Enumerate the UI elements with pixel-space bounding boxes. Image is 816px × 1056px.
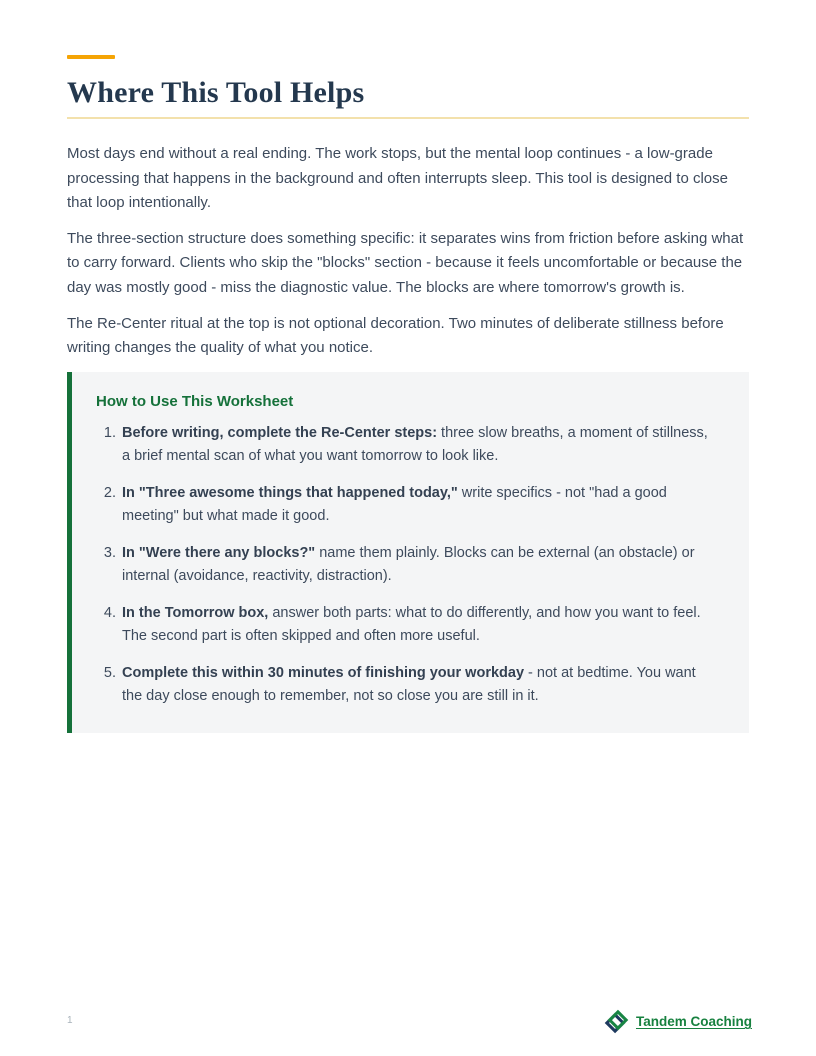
page-content — [0, 55, 816, 733]
title-accent-bar — [67, 55, 115, 59]
step-2-rest: write specifics - not "had a good meeting" but what made it good. — [122, 484, 667, 525]
callout-title: How to Use This Worksheet — [96, 392, 294, 410]
page-title: Where This Tool Helps — [67, 76, 365, 109]
step-4-lead: In the Tomorrow box, — [122, 604, 269, 621]
step-3-rest: name them plainly. Blocks can be external (an obstacle) or internal (avoidance, reactivity, distraction). — [122, 544, 695, 585]
brand-name-label: Tandem Coaching — [635, 1014, 752, 1029]
step-5-lead: Complete this within 30 minutes of finishing your workday — [122, 664, 525, 681]
step-3-lead: In "Were there any blocks?" — [122, 544, 316, 561]
structure-paragraph: The three-section structure does something specific: it separates wins from friction before asking what to carry forward. Clients who skip the "blocks" section - because it feels uncomfortable or because the day was mostly good - miss the diagnostic value. The blocks are where tomorrow's growth is. — [67, 229, 744, 296]
title-underline-rule — [67, 117, 749, 119]
step-item-5 — [120, 662, 719, 709]
step-item-3 — [120, 542, 719, 589]
how-to-callout-box — [67, 372, 749, 733]
step-item-1 — [120, 422, 719, 469]
brand-link[interactable] — [604, 1009, 752, 1034]
step-1-lead: Before writing, complete the Re-Center steps: — [122, 424, 438, 441]
step-item-2 — [120, 482, 719, 529]
step-item-4 — [120, 602, 719, 649]
how-to-steps-list — [96, 422, 719, 709]
step-5-rest: - not at bedtime. You want the day close enough to remember, not so close you are still in it. — [122, 664, 696, 705]
page-number: 1 — [67, 1015, 73, 1026]
step-1-rest: three slow breaths, a moment of stillness, a brief mental scan of what you want tomorrow to look like. — [122, 424, 708, 465]
recenter-paragraph: The Re-Center ritual at the top is not optional decoration. Two minutes of deliberate stillness before writing changes the quality of what you notice. — [67, 314, 724, 357]
step-4-rest: answer both parts: what to do differently, and how you want to feel. The second part is often skipped and often more useful. — [122, 604, 701, 645]
step-2-lead: In "Three awesome things that happened today," — [122, 484, 458, 501]
tandem-logo-icon — [604, 1009, 629, 1034]
intro-paragraph: Most days end without a real ending. The work stops, but the mental loop continues - a low-grade processing that happens in the background and often interrupts sleep. This tool is designed to close that loop intentionally. — [67, 145, 728, 212]
